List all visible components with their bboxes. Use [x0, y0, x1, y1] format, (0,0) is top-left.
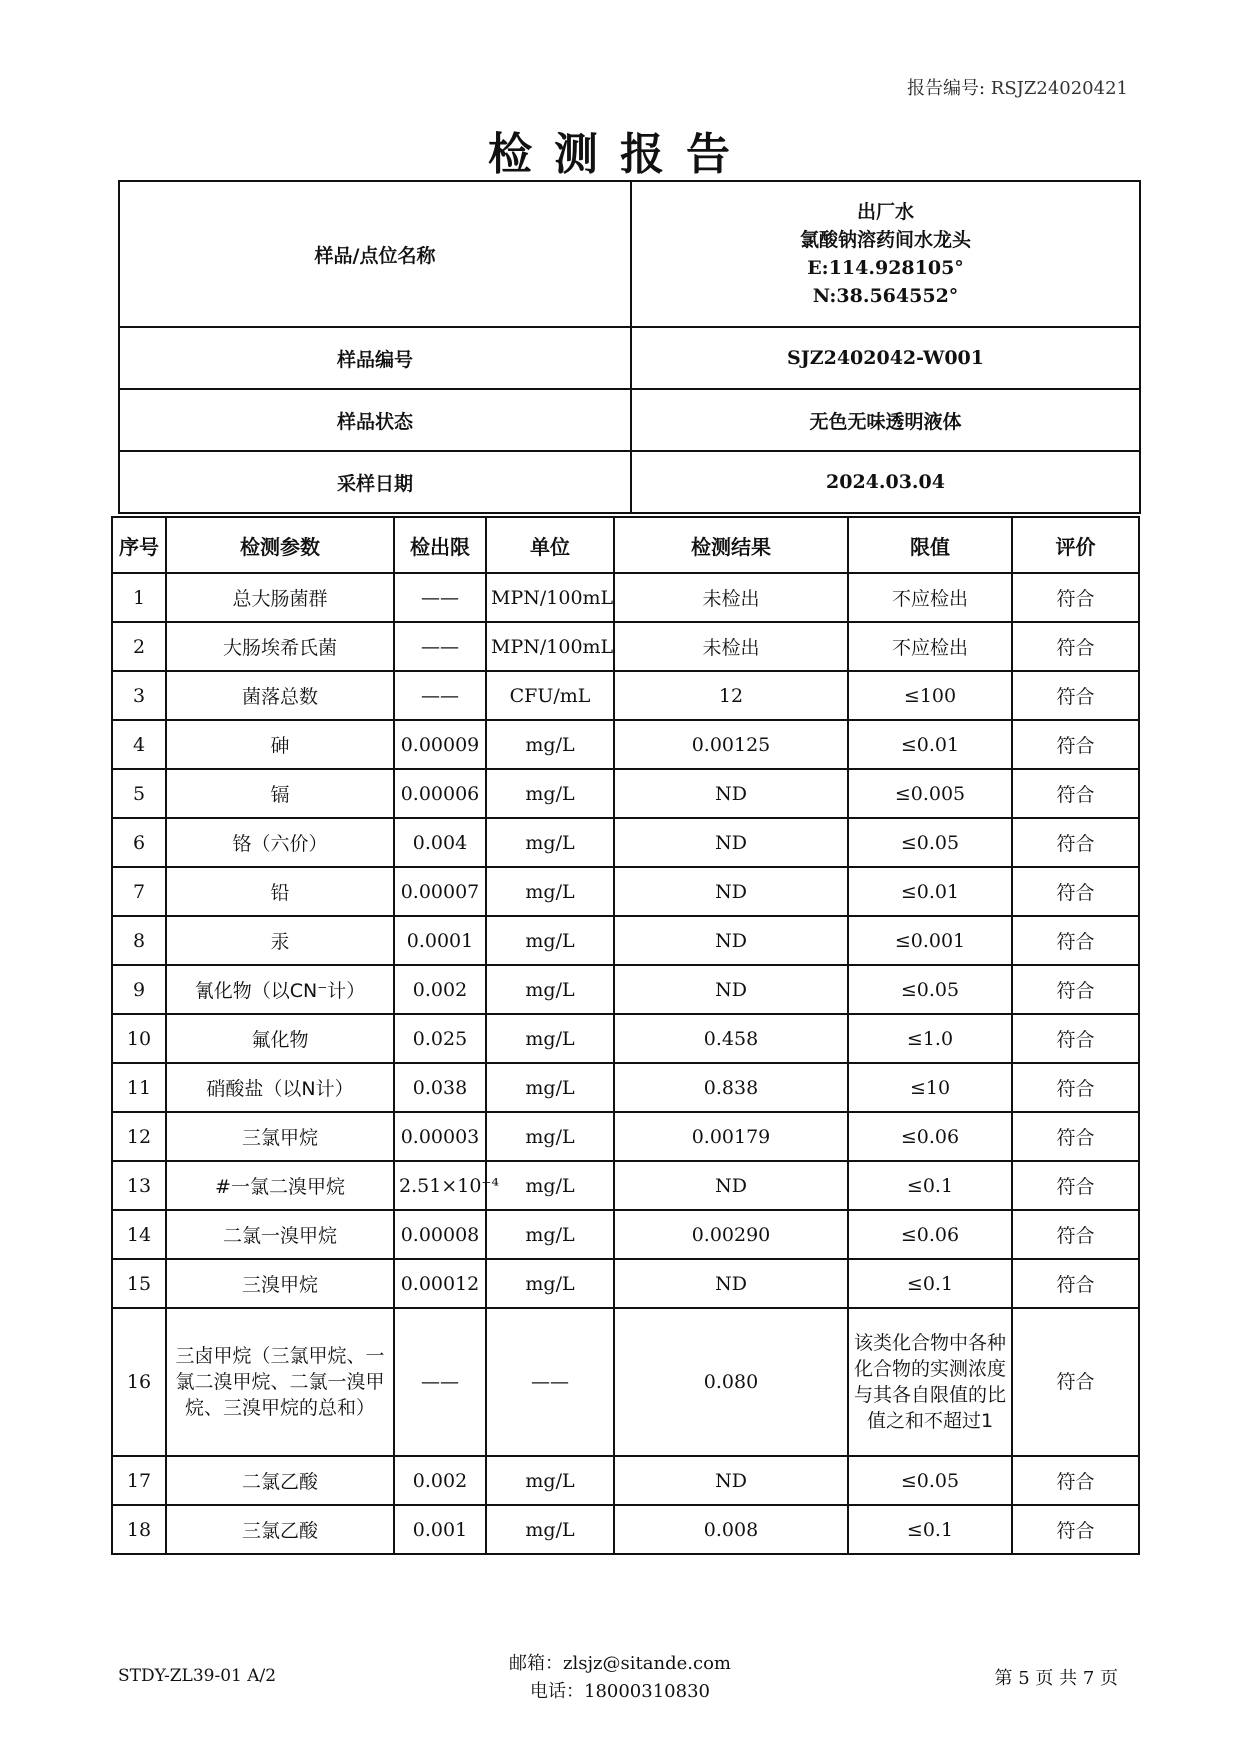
row-index: 2: [112, 622, 166, 671]
row-index: 17: [112, 1456, 166, 1505]
row-detection-limit: 0.00006: [394, 769, 486, 818]
row-result: ND: [614, 1456, 848, 1505]
results-table: [111, 516, 1140, 1555]
row-index: 12: [112, 1112, 166, 1161]
row-evaluation: 符合: [1012, 1456, 1139, 1505]
row-evaluation: 符合: [1012, 965, 1139, 1014]
row-unit: mg/L: [486, 769, 614, 818]
row-parameter: 镉: [166, 769, 394, 818]
row-evaluation: 符合: [1012, 818, 1139, 867]
row-unit: mg/L: [486, 867, 614, 916]
row-parameter: 铅: [166, 867, 394, 916]
row-limit: ≤0.05: [848, 818, 1012, 867]
row-result: ND: [614, 916, 848, 965]
row-unit: mg/L: [486, 1505, 614, 1554]
row-result: ND: [614, 769, 848, 818]
sample-name-label: 样品/点位名称: [119, 181, 631, 327]
row-limit: ≤0.01: [848, 720, 1012, 769]
row-result: 0.458: [614, 1014, 848, 1063]
row-detection-limit: 0.00007: [394, 867, 486, 916]
row-limit: ≤0.01: [848, 867, 1012, 916]
table-row: [112, 1014, 1139, 1063]
row-detection-limit: 0.025: [394, 1014, 486, 1063]
row-limit: ≤0.06: [848, 1210, 1012, 1259]
row-unit: mg/L: [486, 1161, 614, 1210]
row-result: 未检出: [614, 622, 848, 671]
sample-name-line: 氯酸钠溶药间水龙头: [799, 229, 971, 251]
row-parameter: 硝酸盐（以N计）: [166, 1063, 394, 1112]
row-limit: ≤0.1: [848, 1161, 1012, 1210]
row-limit: ≤10: [848, 1063, 1012, 1112]
row-parameter: 总大肠菌群: [166, 573, 394, 622]
row-result: ND: [614, 818, 848, 867]
row-result: 0.008: [614, 1505, 848, 1554]
row-unit: mg/L: [486, 1456, 614, 1505]
row-unit: CFU/mL: [486, 671, 614, 720]
table-row: [112, 671, 1139, 720]
table-row: [112, 769, 1139, 818]
row-result: 未检出: [614, 573, 848, 622]
row-evaluation: 符合: [1012, 1161, 1139, 1210]
sample-name-line: E:114.928105°: [807, 257, 964, 279]
table-row: [112, 1308, 1139, 1456]
row-detection-limit: ——: [394, 573, 486, 622]
row-index: 18: [112, 1505, 166, 1554]
sample-id-label: 样品编号: [119, 327, 631, 389]
report-number-label: 报告编号:: [906, 78, 986, 99]
table-row: [112, 818, 1139, 867]
header-result: 检测结果: [614, 517, 848, 573]
row-detection-limit: 0.0001: [394, 916, 486, 965]
row-result: 0.080: [614, 1308, 848, 1456]
row-evaluation: 符合: [1012, 867, 1139, 916]
sampling-date-label: 采样日期: [119, 451, 631, 513]
row-detection-limit: 0.001: [394, 1505, 486, 1554]
row-detection-limit: ——: [394, 622, 486, 671]
table-row: [112, 1112, 1139, 1161]
row-unit: MPN/100mL: [486, 622, 614, 671]
row-index: 1: [112, 573, 166, 622]
row-detection-limit: ——: [394, 671, 486, 720]
row-limit: 不应检出: [848, 622, 1012, 671]
row-limit: ≤0.1: [848, 1259, 1012, 1308]
row-evaluation: 符合: [1012, 573, 1139, 622]
table-row: [112, 1505, 1139, 1554]
row-evaluation: 符合: [1012, 622, 1139, 671]
row-evaluation: 符合: [1012, 1112, 1139, 1161]
row-index: 8: [112, 916, 166, 965]
row-detection-limit: 2.51×10⁻⁴: [394, 1161, 486, 1210]
row-evaluation: 符合: [1012, 1308, 1139, 1456]
row-limit: ≤0.005: [848, 769, 1012, 818]
report-number: [907, 74, 1128, 100]
row-index: 13: [112, 1161, 166, 1210]
row-detection-limit: 0.00003: [394, 1112, 486, 1161]
row-result: 12: [614, 671, 848, 720]
row-unit: mg/L: [486, 1063, 614, 1112]
row-parameter: 菌落总数: [166, 671, 394, 720]
row-evaluation: 符合: [1012, 720, 1139, 769]
row-evaluation: 符合: [1012, 671, 1139, 720]
row-result: 0.00125: [614, 720, 848, 769]
phone-text: 电话：18000310830: [530, 1681, 710, 1702]
row-unit: mg/L: [486, 818, 614, 867]
row-index: 4: [112, 720, 166, 769]
row-detection-limit: 0.00012: [394, 1259, 486, 1308]
row-index: 6: [112, 818, 166, 867]
row-parameter: 大肠埃希氏菌: [166, 622, 394, 671]
row-result: ND: [614, 965, 848, 1014]
row-index: 3: [112, 671, 166, 720]
table-row: [112, 1259, 1139, 1308]
row-parameter: 三氯乙酸: [166, 1505, 394, 1554]
table-row: [112, 916, 1139, 965]
row-detection-limit: 0.002: [394, 1456, 486, 1505]
row-result: 0.00179: [614, 1112, 848, 1161]
row-limit: ≤0.06: [848, 1112, 1012, 1161]
row-evaluation: 符合: [1012, 916, 1139, 965]
header-index: 序号: [112, 517, 166, 573]
row-limit: ≤1.0: [848, 1014, 1012, 1063]
sample-info-table: [118, 180, 1141, 514]
row-evaluation: 符合: [1012, 1505, 1139, 1554]
page-number: 第 5 页 共 7 页: [994, 1668, 1118, 1689]
row-unit: mg/L: [486, 720, 614, 769]
row-index: 7: [112, 867, 166, 916]
row-unit: mg/L: [486, 1014, 614, 1063]
row-detection-limit: ——: [394, 1308, 486, 1456]
row-limit: ≤0.1: [848, 1505, 1012, 1554]
row-detection-limit: 0.002: [394, 965, 486, 1014]
sample-state-label: 样品状态: [119, 389, 631, 451]
row-parameter: #一氯二溴甲烷: [166, 1161, 394, 1210]
sample-name-value: [631, 181, 1140, 327]
row-result: 0.00290: [614, 1210, 848, 1259]
row-parameter: 三溴甲烷: [166, 1259, 394, 1308]
row-result: ND: [614, 1259, 848, 1308]
row-unit: mg/L: [486, 1210, 614, 1259]
row-unit: MPN/100mL: [486, 573, 614, 622]
row-evaluation: 符合: [1012, 1210, 1139, 1259]
row-parameter: 二氯乙酸: [166, 1456, 394, 1505]
row-unit: mg/L: [486, 1259, 614, 1308]
row-detection-limit: 0.038: [394, 1063, 486, 1112]
sample-state-value: 无色无味透明液体: [631, 389, 1140, 451]
row-index: 11: [112, 1063, 166, 1112]
row-parameter: 铬（六价）: [166, 818, 394, 867]
table-row: [112, 1063, 1139, 1112]
row-result: 0.838: [614, 1063, 848, 1112]
row-unit: mg/L: [486, 916, 614, 965]
table-row: [112, 1161, 1139, 1210]
row-index: 5: [112, 769, 166, 818]
header-parameter: 检测参数: [166, 517, 394, 573]
sample-name-line: 出厂水: [856, 201, 914, 223]
header-detection-limit: 检出限: [394, 517, 486, 573]
sample-id-value: SJZ2402042-W001: [631, 327, 1140, 389]
row-index: 15: [112, 1259, 166, 1308]
header-limit: 限值: [848, 517, 1012, 573]
row-parameter: 三氯甲烷: [166, 1112, 394, 1161]
table-row: [112, 965, 1139, 1014]
row-index: 16: [112, 1308, 166, 1456]
row-index: 14: [112, 1210, 166, 1259]
report-number-value: RSJZ24020421: [990, 78, 1128, 99]
row-detection-limit: 0.00008: [394, 1210, 486, 1259]
sampling-date-value: 2024.03.04: [631, 451, 1140, 513]
row-parameter: 三卤甲烷（三氯甲烷、一氯二溴甲烷、二氯一溴甲烷、三溴甲烷的总和）: [166, 1308, 394, 1456]
row-detection-limit: 0.004: [394, 818, 486, 867]
row-index: 9: [112, 965, 166, 1014]
row-index: 10: [112, 1014, 166, 1063]
row-result: ND: [614, 867, 848, 916]
row-limit: ≤0.05: [848, 965, 1012, 1014]
page-title: 检测报告: [488, 129, 752, 180]
table-row: [112, 867, 1139, 916]
row-limit: ≤100: [848, 671, 1012, 720]
table-row: [112, 1456, 1139, 1505]
header-evaluation: 评价: [1012, 517, 1139, 573]
table-row: [112, 573, 1139, 622]
row-unit: mg/L: [486, 1112, 614, 1161]
row-detection-limit: 0.00009: [394, 720, 486, 769]
row-parameter: 汞: [166, 916, 394, 965]
row-limit: ≤0.001: [848, 916, 1012, 965]
table-row: [112, 622, 1139, 671]
row-result: ND: [614, 1161, 848, 1210]
row-parameter: 氰化物（以CN⁻计）: [166, 965, 394, 1014]
sample-name-line: N:38.564552°: [812, 285, 959, 307]
row-limit: ≤0.05: [848, 1456, 1012, 1505]
table-row: [112, 720, 1139, 769]
email-text: 邮箱：zlsjz@sitande.com: [509, 1653, 731, 1674]
row-evaluation: 符合: [1012, 769, 1139, 818]
row-limit: 该类化合物中各种化合物的实测浓度与其各自限值的比值之和不超过1: [848, 1308, 1012, 1456]
row-unit: mg/L: [486, 965, 614, 1014]
row-evaluation: 符合: [1012, 1014, 1139, 1063]
table-row: [112, 1210, 1139, 1259]
header-unit: 单位: [486, 517, 614, 573]
row-unit: ——: [486, 1308, 614, 1456]
row-parameter: 二氯一溴甲烷: [166, 1210, 394, 1259]
row-evaluation: 符合: [1012, 1259, 1139, 1308]
row-parameter: 砷: [166, 720, 394, 769]
row-parameter: 氟化物: [166, 1014, 394, 1063]
row-limit: 不应检出: [848, 573, 1012, 622]
results-header-row: [112, 517, 1139, 573]
document-code: STDY-ZL39-01 A/2: [118, 1666, 277, 1686]
row-evaluation: 符合: [1012, 1063, 1139, 1112]
